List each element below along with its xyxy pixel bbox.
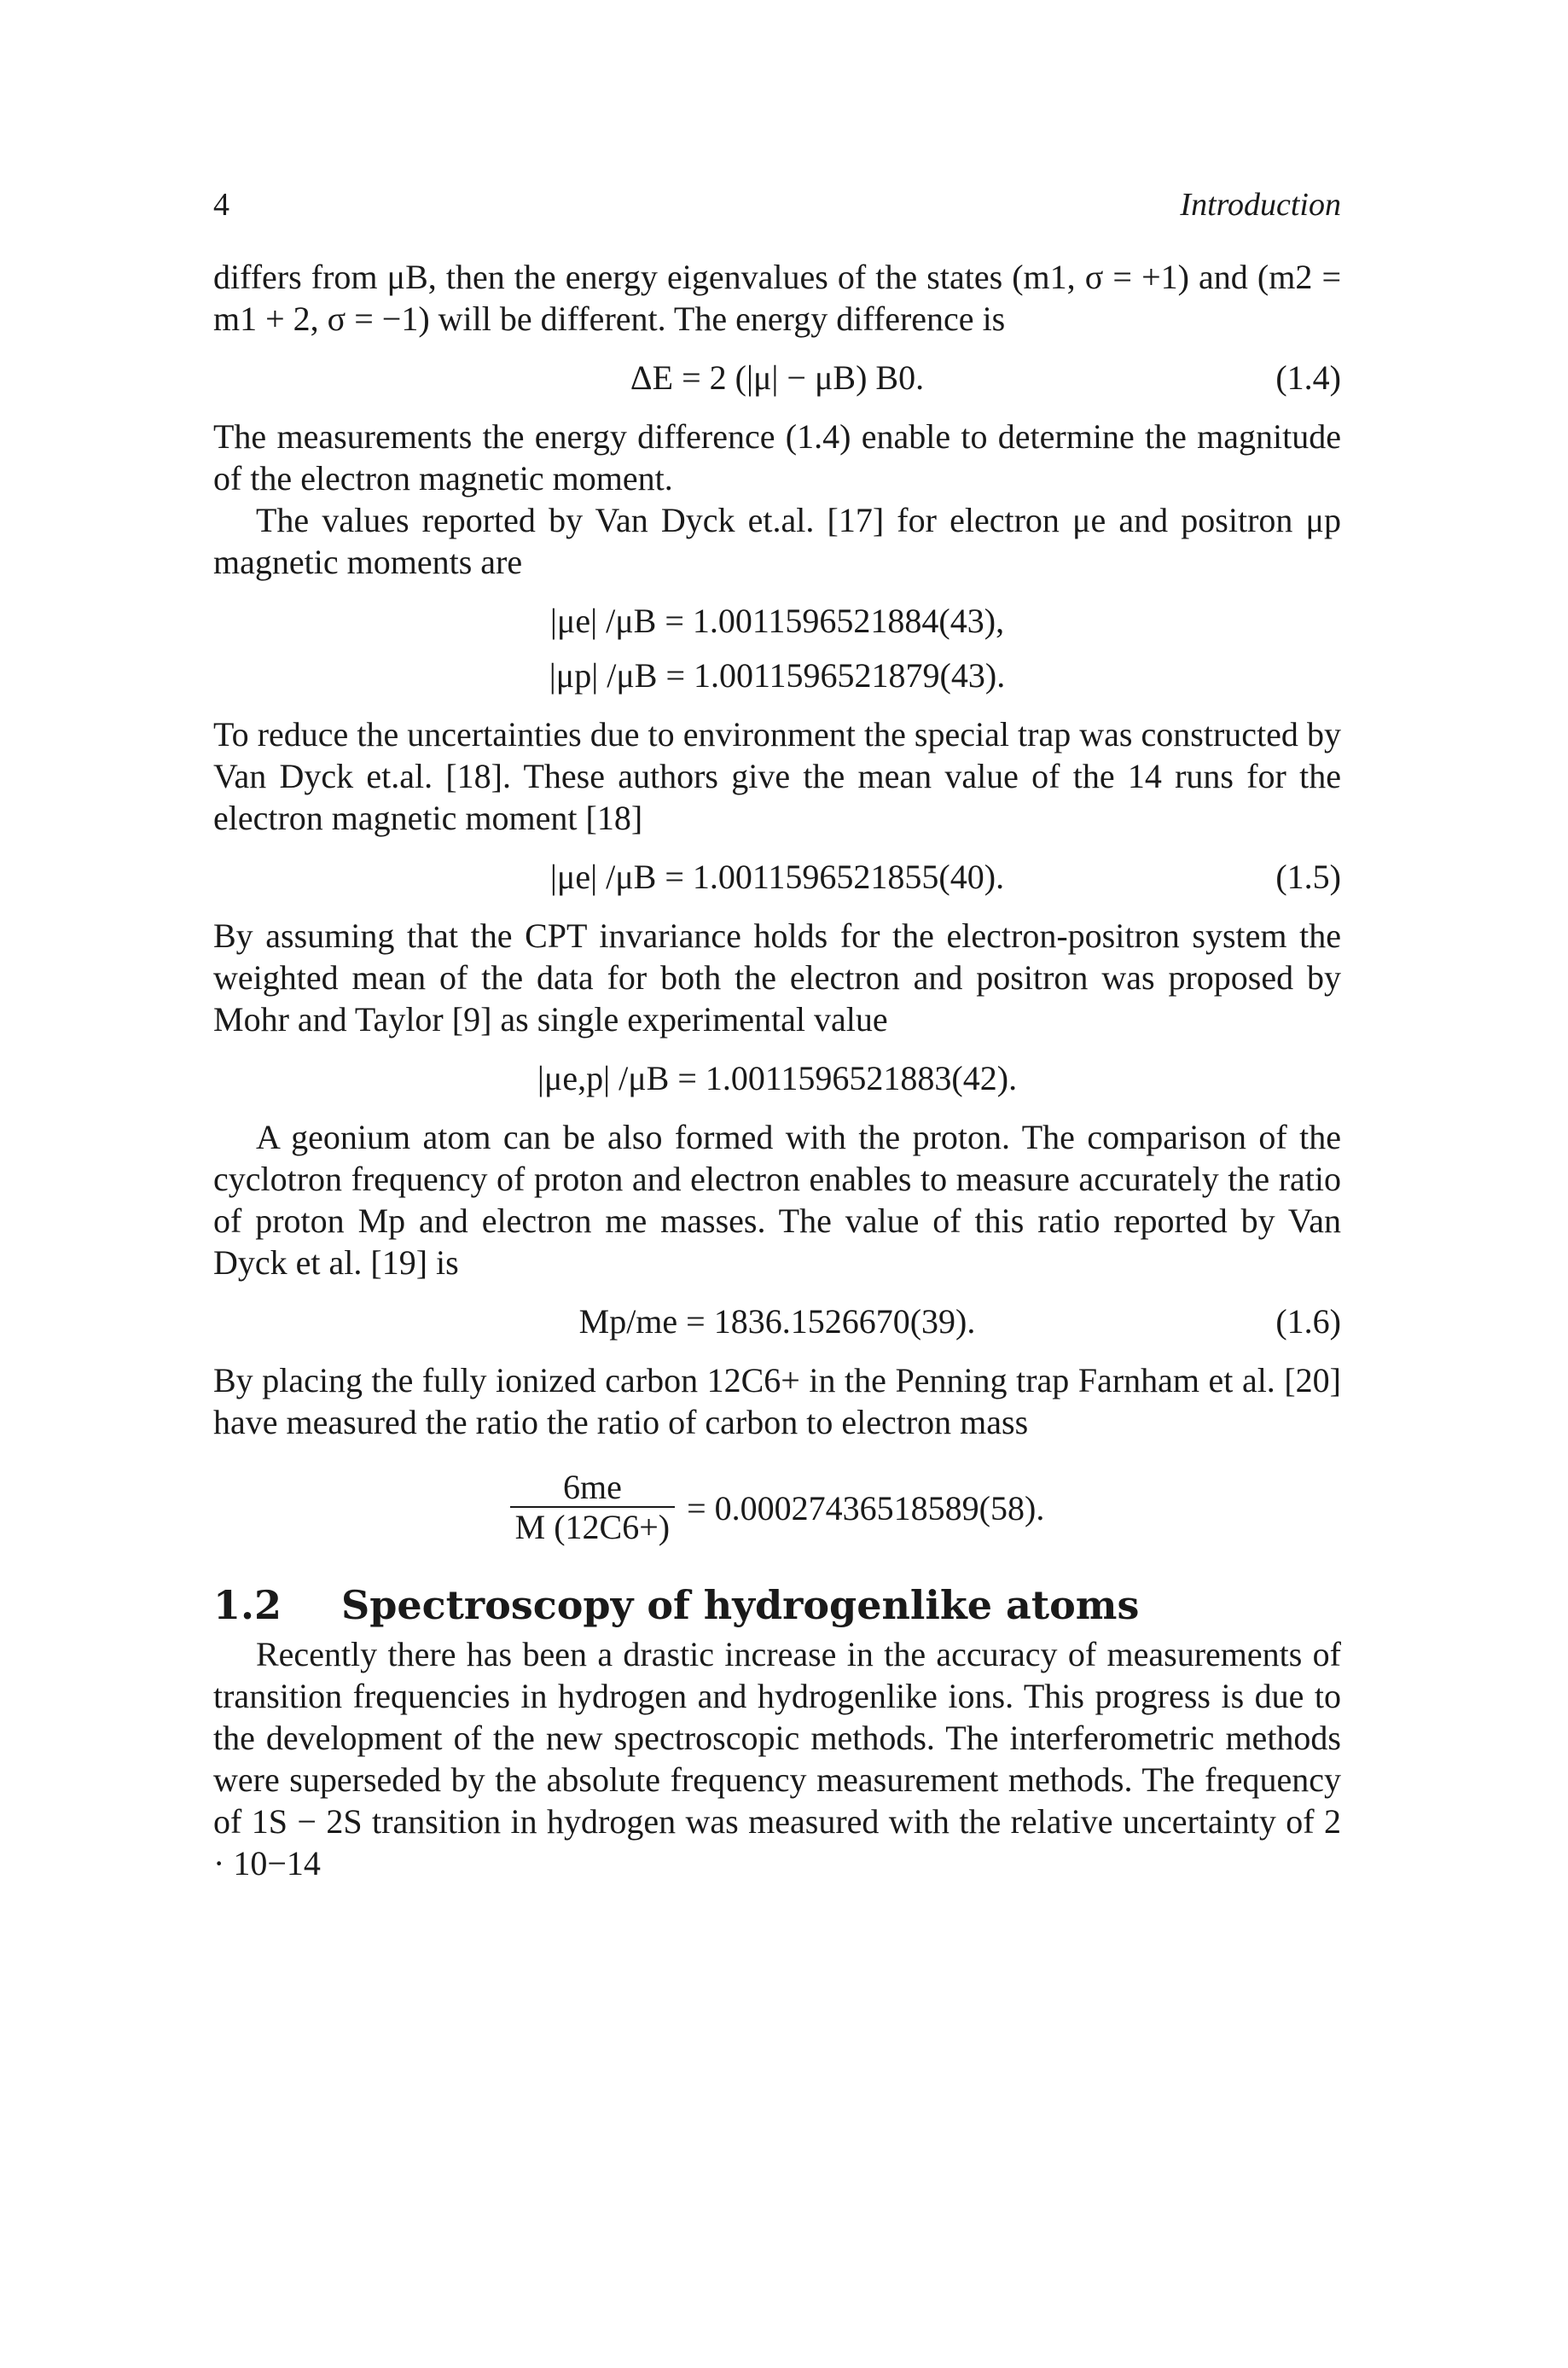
page-body (213, 256, 1341, 1884)
section-title: Spectroscopy of hydrogenlike atoms (341, 1582, 1140, 1628)
section-number: 1.2 (213, 1582, 282, 1628)
equation-1-4-number: (1.4) (1275, 358, 1341, 397)
equation-1-4 (213, 357, 1341, 399)
fraction (510, 1469, 675, 1547)
equation-1-5-body: |μe| /μB = 1.0011596521855(40). (549, 858, 1005, 896)
fraction-denominator: M (12C6+) (510, 1506, 675, 1547)
paragraph-geonium-proton: A geonium atom can be also formed with the proton. The comparison of the cyclotron frequency of proton and electron enables to measure accurately the ratio of proton Mp and electron me masses. The value of this ratio reported by Van Dyck et al. [19] is (213, 1118, 1341, 1282)
paragraph-cpt-invariance: By assuming that the CPT invariance holds for the electron-positron system the weighted mean of the data for both the electron and positron was proposed by Mohr and Taylor [9] as single experimental value (213, 916, 1341, 1039)
paragraph-spectroscopy: Recently there has been a drastic increase in the accuracy of measurements of transition frequencies in hydrogen and hydrogenlike ions. This progress is due to the development of the new spectroscopic methods. The interferometric methods were superseded by the absolute frequency measurement methods. The frequency of 1S − 2S transition in hydrogen was measured with the relative uncertainty of 2 · 10−14 (213, 1635, 1341, 1882)
equation-1-5 (213, 856, 1341, 898)
paragraph-ionized-carbon: By placing the fully ionized carbon 12C6+ in the Penning trap Farnham et al. [20] have measured the ratio the ratio of carbon to electron mass (213, 1361, 1341, 1441)
equation-1-4-body: ΔE = 2 (|μ| − μB) B0. (630, 358, 925, 397)
paragraph-measurements: The measurements the energy difference (1.4) enable to determine the magnitude of the electron magnetic moment. (213, 417, 1341, 497)
paragraph-special-trap: To reduce the uncertainties due to environment the special trap was constructed by Van Dyck et.al. [18]. These authors give the mean value of the 14 runs for the electron magnetic moment [18] (213, 715, 1341, 837)
equation-carbon-mass-ratio (213, 1469, 1341, 1547)
page-header (213, 186, 1341, 229)
equation-positron-moment: |μp| /μB = 1.0011596521879(43). (549, 656, 1006, 695)
paragraph-van-dyck-values: The values reported by Van Dyck et.al. [17] for electron μe and positron μp magnetic moments are (213, 501, 1341, 581)
equation-weighted-mean (213, 1057, 1341, 1099)
running-title: Introduction (1180, 187, 1341, 223)
fraction-numerator: 6me (562, 1468, 622, 1506)
equation-carbon-mass-value: = 0.00027436518589(58). (687, 1488, 1045, 1527)
equation-electron-moment: |μe| /μB = 1.0011596521884(43), (549, 602, 1005, 640)
section-heading (213, 1582, 1341, 1628)
equation-1-5-number: (1.5) (1275, 858, 1341, 896)
equation-1-6 (213, 1300, 1341, 1342)
paragraph-energy-eigenvalues: differs from μB, then the energy eigenvalues of the states (m1, σ = +1) and (m2 = m1 + 2, σ = −1) will be different. The energy difference is (213, 258, 1341, 338)
equation-1-6-body: Mp/me = 1836.1526670(39). (578, 1302, 976, 1341)
equation-1-6-number: (1.6) (1275, 1302, 1341, 1341)
equation-electron-positron-moments (213, 600, 1341, 696)
page-number: 4 (213, 187, 229, 223)
equation-weighted-mean-body: |μe,p| /μB = 1.0011596521883(42). (537, 1059, 1018, 1097)
